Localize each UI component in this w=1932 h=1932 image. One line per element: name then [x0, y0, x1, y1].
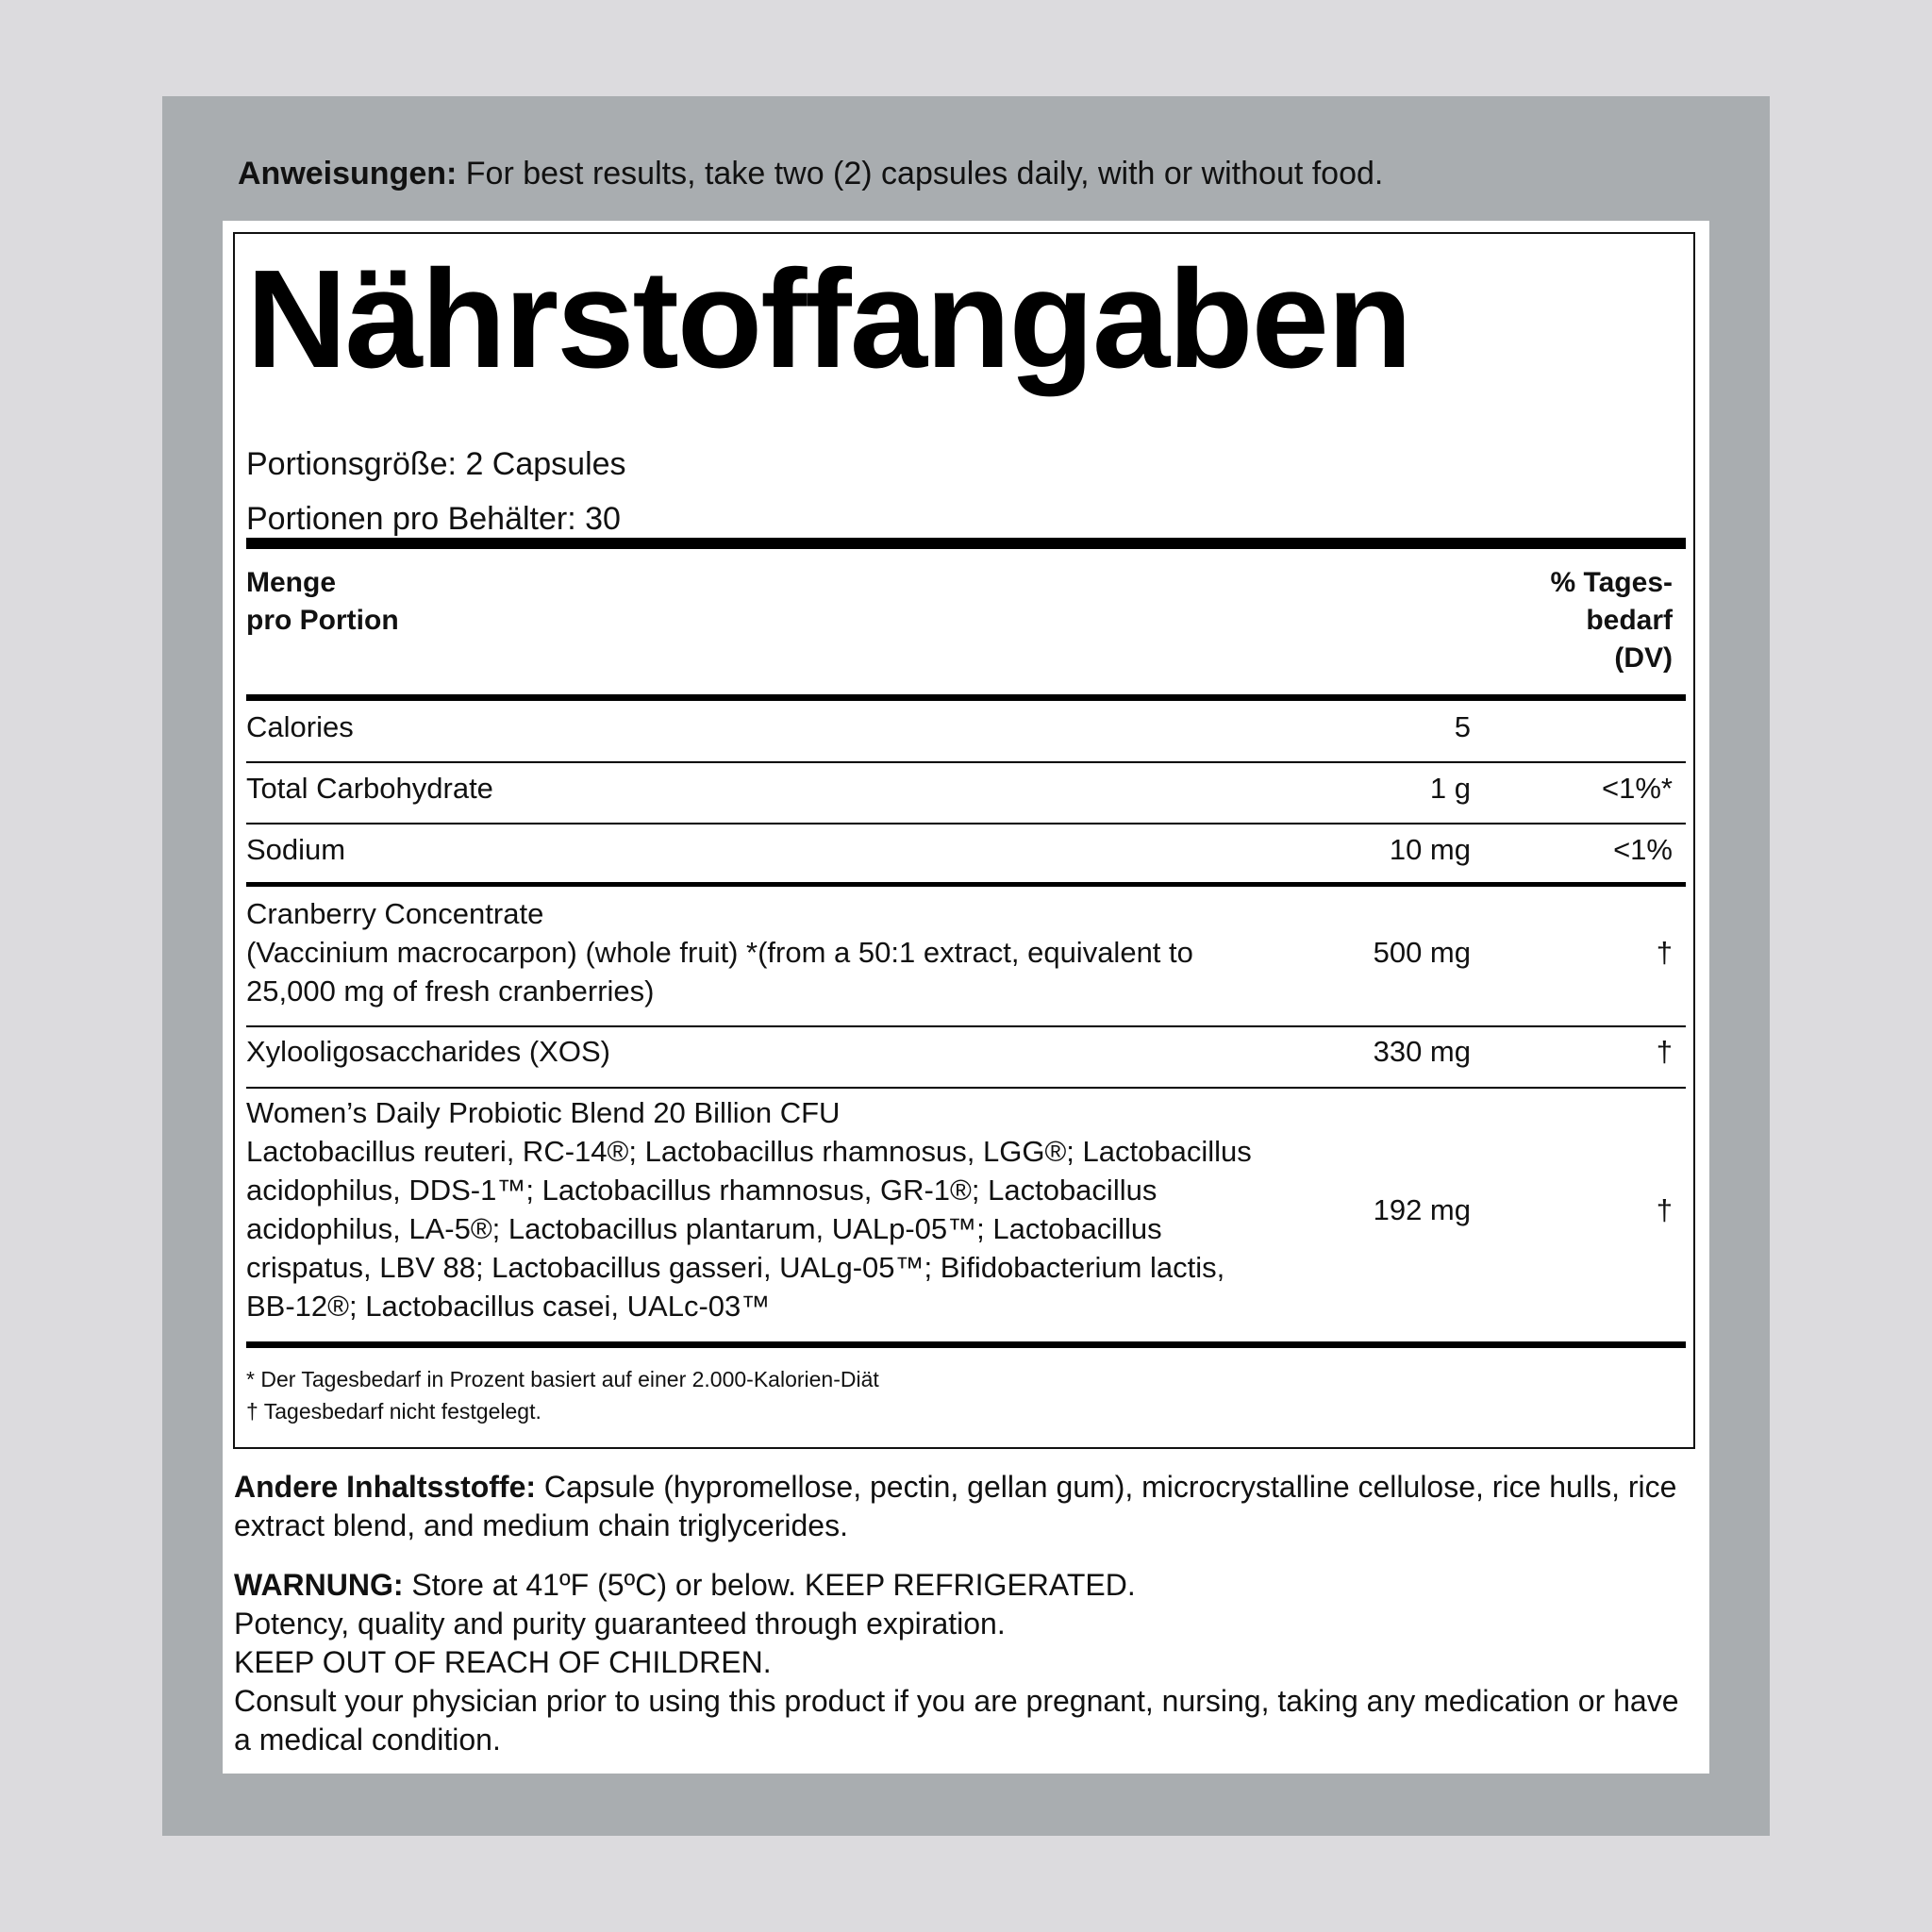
row-calories-amount: 5 — [1454, 710, 1471, 743]
thick-rule-bottom — [246, 1341, 1686, 1348]
header-right-line-2: bedarf — [1586, 605, 1673, 636]
row-carbohydrate-amount: 1 g — [1429, 772, 1471, 805]
row-sodium-dv: <1% — [1613, 833, 1673, 866]
header-left-line-1: Menge — [246, 567, 337, 598]
cranberry-line-3: 25,000 mg of fresh cranberries) — [246, 974, 655, 1008]
warning-line-3: KEEP OUT OF REACH OF CHILDREN. — [234, 1645, 772, 1679]
header-left-line-2: pro Portion — [246, 605, 399, 636]
row-divider — [246, 1087, 1686, 1089]
row-calories-name: Calories — [246, 710, 354, 743]
row-carbohydrate-name: Total Carbohydrate — [246, 772, 493, 805]
row-xos-amount: 330 mg — [1373, 1035, 1471, 1068]
row-cranberry-name — [246, 894, 1193, 1010]
probiotic-line-1: Women’s Daily Probiotic Blend 20 Billion CFU — [246, 1096, 841, 1129]
row-sodium-amount: 10 mg — [1389, 833, 1471, 866]
cranberry-line-1: Cranberry Concentrate — [246, 897, 544, 930]
probiotic-line-2: Lactobacillus reuteri, RC-14®; Lactobacillus rhamnosus, LGG®; Lactobacillus — [246, 1135, 1252, 1168]
header-right-line-1: % Tages- — [1550, 567, 1673, 598]
other-ingredients — [234, 1468, 1687, 1545]
warning-label: WARNUNG: — [234, 1568, 404, 1602]
probiotic-line-4: acidophilus, LA-5®; Lactobacillus plantarum, UALp-05™; Lactobacillus — [246, 1212, 1162, 1245]
warning-line-1 — [234, 1566, 1687, 1605]
thick-rule-top — [246, 538, 1686, 549]
directions-label: Anweisungen: — [238, 156, 458, 192]
row-divider — [246, 761, 1686, 763]
servings-per-container: Portionen pro Behälter: 30 — [246, 501, 621, 537]
warning-storage: Store at 41ºF (5ºC) or below. KEEP REFRIGERATED. — [403, 1568, 1136, 1602]
other-ingredients-label: Andere Inhaltsstoffe: — [234, 1470, 537, 1504]
warning-line-2: Potency, quality and purity guaranteed through expiration. — [234, 1607, 1006, 1641]
warning-line-4: Consult your physician prior to using this product if you are pregnant, nursing, taking any medication or have a medical condition. — [234, 1684, 1679, 1757]
row-probiotic-name — [246, 1093, 1252, 1325]
row-divider — [246, 823, 1686, 824]
serving-size: Portionsgröße: 2 Capsules — [246, 446, 626, 482]
medium-rule-header — [246, 694, 1686, 701]
row-xos-name: Xylooligosaccharides (XOS) — [246, 1035, 610, 1068]
row-carbohydrate-dv: <1%* — [1602, 772, 1673, 805]
probiotic-line-5: crispatus, LBV 88; Lactobacillus gasseri, UALg-05™; Bifidobacterium lactis, — [246, 1251, 1225, 1284]
daily-value-header — [1551, 564, 1673, 677]
nutrition-facts-box — [233, 232, 1695, 1449]
directions-text — [238, 151, 1383, 196]
rule-ingredients — [246, 882, 1686, 887]
warning-block — [234, 1566, 1687, 1759]
row-sodium-name: Sodium — [246, 833, 346, 866]
row-probiotic-amount: 192 mg — [1373, 1193, 1471, 1226]
footnote-not-established: † Tagesbedarf nicht festgelegt. — [246, 1399, 541, 1424]
row-divider — [246, 1025, 1686, 1027]
probiotic-line-6: BB-12®; Lactobacillus casei, UALc-03™ — [246, 1290, 771, 1323]
row-cranberry-dv: † — [1656, 936, 1673, 969]
probiotic-line-3: acidophilus, DDS-1™; Lactobacillus rhamnosus, GR-1®; Lactobacillus — [246, 1174, 1158, 1207]
row-xos-dv: † — [1656, 1035, 1673, 1068]
directions-body: For best results, take two (2) capsules daily, with or without food. — [457, 156, 1384, 192]
cranberry-line-2: (Vaccinium macrocarpon) (whole fruit) *(from a 50:1 extract, equivalent to — [246, 936, 1193, 969]
footnote-daily-value: * Der Tagesbedarf in Prozent basiert auf einer 2.000-Kalorien-Diät — [246, 1367, 879, 1391]
other-ingredients-text: Capsule (hypromellose, pectin, gellan gum), microcrystalline cellulose, rice hulls, rice extract blend, and medium chain triglycerides. — [234, 1470, 1677, 1542]
row-probiotic-dv: † — [1656, 1193, 1673, 1226]
amount-per-serving-header — [246, 564, 399, 640]
header-right-line-3: (DV) — [1614, 642, 1673, 674]
row-cranberry-amount: 500 mg — [1373, 936, 1471, 969]
facts-title: Nährstoffangaben — [246, 242, 1411, 397]
